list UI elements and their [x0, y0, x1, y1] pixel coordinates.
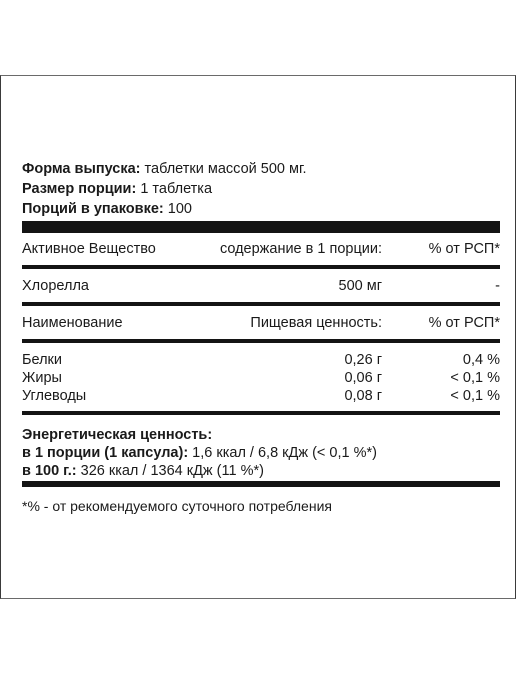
nutrient-amount: 0,08 г	[344, 388, 382, 404]
table-row	[22, 387, 500, 405]
serving-value: 1 таблетка	[136, 181, 213, 197]
nutrient-amount: 0,06 г	[344, 370, 382, 386]
label-frame	[0, 75, 516, 599]
nutrition-header-name: Наименование	[22, 315, 123, 331]
table-row	[22, 351, 500, 369]
energy-per-100	[22, 462, 500, 480]
nutrient-name: Углеводы	[22, 388, 87, 404]
energy-per-serving-value: 1,6 ккал / 6,8 кДж (< 0,1 %*)	[188, 445, 377, 461]
active-rsp: -	[495, 278, 500, 294]
nutrient-amount: 0,26 г	[344, 352, 382, 368]
footnote: *% - от рекомендуемого суточного потребления	[22, 498, 332, 514]
divider-active-body	[22, 302, 500, 306]
energy-per-serving-label: в 1 порции (1 капсула):	[22, 445, 189, 461]
active-header-name: Активное Вещество	[22, 241, 156, 257]
divider-nutrition-body	[22, 411, 500, 415]
nutrient-rsp: 0,4 %	[462, 352, 500, 368]
form-label: Форма выпуска:	[22, 161, 141, 177]
energy-title	[22, 426, 500, 444]
active-amount: 500 мг	[338, 278, 382, 294]
active-name: Хлорелла	[22, 278, 89, 294]
serving-label: Размер порции:	[22, 181, 137, 197]
nutrition-header-amount: Пищевая ценность:	[250, 315, 382, 331]
servings-value: 100	[163, 201, 192, 217]
active-header-row	[22, 240, 500, 258]
nutrient-rsp: < 0,1 %	[450, 388, 500, 404]
energy-per-100-value: 326 ккал / 1364 кДж (11 %*)	[76, 463, 264, 479]
energy-per-serving	[22, 444, 500, 462]
serving-line	[22, 180, 500, 198]
thick-divider-bottom	[22, 481, 500, 487]
servings-line	[22, 200, 500, 218]
thick-divider-top	[22, 221, 500, 233]
energy-per-100-label: в 100 г.:	[22, 463, 77, 479]
servings-label: Порций в упаковке:	[22, 201, 164, 217]
active-header-amount: содержание в 1 порции:	[219, 241, 382, 257]
active-header-rsp: % от РСП*	[428, 241, 500, 257]
table-row	[22, 277, 500, 295]
form-value: таблетки массой 500 мг.	[140, 161, 307, 177]
table-row	[22, 369, 500, 387]
nutrient-name: Белки	[22, 352, 63, 368]
nutrition-header-rsp: % от РСП*	[428, 315, 500, 331]
nutrient-name: Жиры	[22, 370, 62, 386]
divider-active-header	[22, 265, 500, 269]
form-line	[22, 160, 500, 178]
nutrition-header-row	[22, 314, 500, 332]
divider-nutrition-header	[22, 339, 500, 343]
energy-title-text: Энергетическая ценность:	[22, 427, 213, 443]
nutrient-rsp: < 0,1 %	[450, 370, 500, 386]
